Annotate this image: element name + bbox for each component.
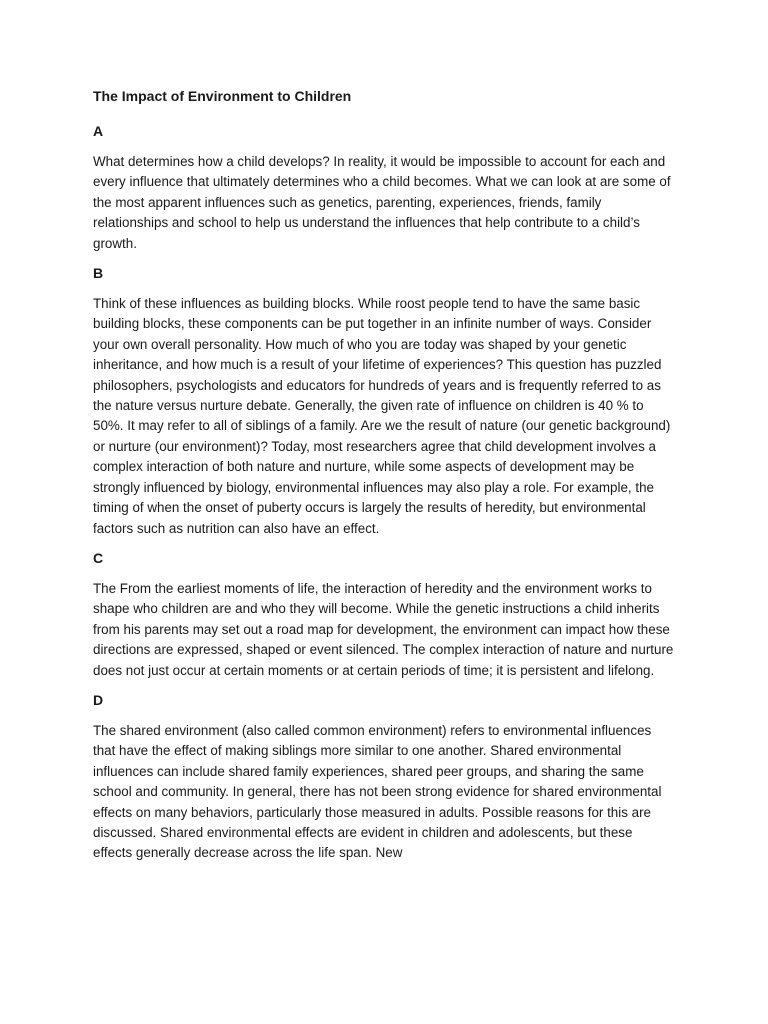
section-heading: C	[93, 549, 104, 566]
section-a	[93, 121, 675, 254]
section-heading: B	[93, 265, 104, 282]
section-paragraph: The shared environment (also called common environment) refers to environmental influences that have the effect of making siblings more similar to one another. Shared environmental influences can include shared family experiences, shared peer groups, and sharing the same school and community. In general, there has not been strong evidence for shared environmental effects on many behaviors, particularly those measured in adults. Possible reasons for this are discussed. Shared environmental effects are evident in children and adolescents, but these effects generally decrease across the life span. New	[93, 722, 662, 861]
section-paragraph: The From the earliest moments of life, the interaction of heredity and the environment works to shape who children are and who they will become. While the genetic instructions a child inherits from his parents may set out a road map for development, the environment can impact how these directions are expressed, shaped or event silenced. The complex interaction of nature and nurture does not just occur at certain moments or at certain periods of time; it is persistent and lifelong.	[93, 580, 674, 678]
section-heading: A	[93, 123, 104, 139]
document-title: The Impact of Environment to Children	[93, 88, 352, 104]
section-b	[93, 263, 675, 539]
section-paragraph: What determines how a child develops? In reality, it would be impossible to account for each and every influence that ultimately determines who a child becomes. What we can look at are some of the most apparent influences such as genetics, parenting, experiences, friends, family relationships and school to help us understand the influences that help contribute to a child’s growth.	[93, 154, 671, 251]
section-d	[93, 690, 675, 864]
section-paragraph: Think of these influences as building blocks. While roost people tend to have the same basic building blocks, these components can be put together in an infinite number of ways. Consider your own overall personality. How much of who you are today was shaped by your genetic inheritance, and how much is a result of your lifetime of experiences? This question has puzzled philosophers, psychologists and educators for hundreds of years and is frequently referred to as the nature versus nurture debate. Generally, the given rate of influence on children is 40 % to 50%. It may refer to all of siblings of a family. Are we the result of nature (our genetic background) or nurture (our environment)? Today, most researchers agree that child development involves a complex interaction of both nature and nurture, while some aspects of development may be strongly influenced by biology, environmental influences may also play a role. For example, the timing of when the onset of puberty occurs is largely the results of heredity, but environmental factors such as nutrition can also have an effect.	[93, 296, 671, 536]
section-c	[93, 548, 675, 681]
section-heading: D	[93, 691, 104, 708]
